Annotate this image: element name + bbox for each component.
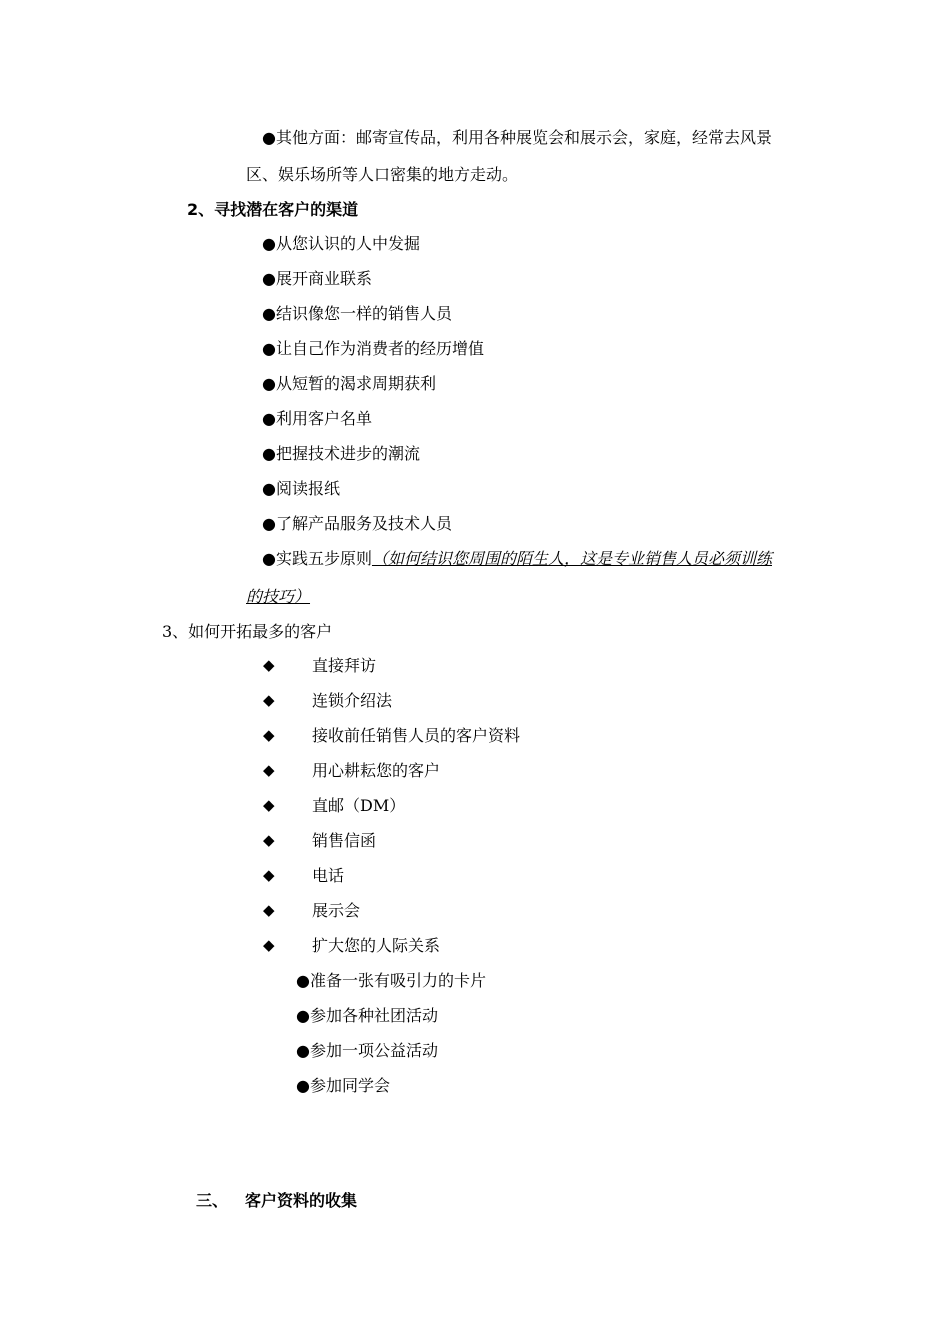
list-item: 接收前任销售人员的客户资料 <box>312 726 521 745</box>
list-item: ●展开商业联系 <box>262 269 372 288</box>
diamond-bullet-icon: ◆ <box>263 691 275 709</box>
list-item: ●了解产品服务及技术人员 <box>262 514 452 533</box>
diamond-bullet-icon: ◆ <box>263 761 275 779</box>
diamond-bullet-icon: ◆ <box>263 796 275 814</box>
bullet: ● <box>262 549 276 568</box>
list-item: 直接拜访 <box>312 656 377 675</box>
chapter-title: 客户资料的收集 <box>245 1191 358 1210</box>
list-item: ●从短暂的渴求周期获利 <box>262 374 436 393</box>
sub-list-item: ●准备一张有吸引力的卡片 <box>296 971 486 990</box>
paragraph-line: ●其他方面：邮寄宣传品，利用各种展览会和展示会，家庭，经常去风景 <box>262 128 772 147</box>
list-item: 销售信函 <box>312 831 377 850</box>
list-item: 扩大您的人际关系 <box>312 936 441 955</box>
list-item: ●把握技术进步的潮流 <box>262 444 420 463</box>
diamond-bullet-icon: ◆ <box>263 936 275 954</box>
list-item-note: 的技巧） <box>246 587 311 606</box>
sub-list-item: ●参加一项公益活动 <box>296 1041 438 1060</box>
list-item <box>262 549 772 569</box>
paragraph-line: 区、娱乐场所等人口密集的地方走动。 <box>246 165 519 184</box>
list-item: 连锁介绍法 <box>312 691 393 710</box>
list-item: 直邮（DM） <box>312 796 406 815</box>
list-item: 用心耕耘您的客户 <box>312 761 441 780</box>
diamond-bullet-icon: ◆ <box>263 866 275 884</box>
diamond-bullet-icon: ◆ <box>263 656 275 674</box>
list-item: ●阅读报纸 <box>262 479 340 498</box>
diamond-bullet-icon: ◆ <box>263 831 275 849</box>
list-item: ●从您认识的人中发掘 <box>262 234 420 253</box>
list-item: ●让自己作为消费者的经历增值 <box>262 339 484 358</box>
list-item-label: 实践五步原则 <box>275 549 372 568</box>
section-heading: 3、如何开拓最多的客户 <box>162 622 333 641</box>
list-item: ●利用客户名单 <box>262 409 372 428</box>
section-heading: 2、寻找潜在客户的渠道 <box>187 200 359 219</box>
list-item-note: （如何结识您周围的陌生人，这是专业销售人员必须训练 <box>371 549 772 568</box>
list-item: 展示会 <box>312 901 361 920</box>
diamond-bullet-icon: ◆ <box>263 901 275 919</box>
list-item: ●结识像您一样的销售人员 <box>262 304 452 323</box>
diamond-bullet-icon: ◆ <box>263 726 275 744</box>
chapter-number: 三、 <box>196 1191 229 1210</box>
sub-list-item: ●参加同学会 <box>296 1076 390 1095</box>
list-item: 电话 <box>312 866 345 885</box>
sub-list-item: ●参加各种社团活动 <box>296 1006 438 1025</box>
